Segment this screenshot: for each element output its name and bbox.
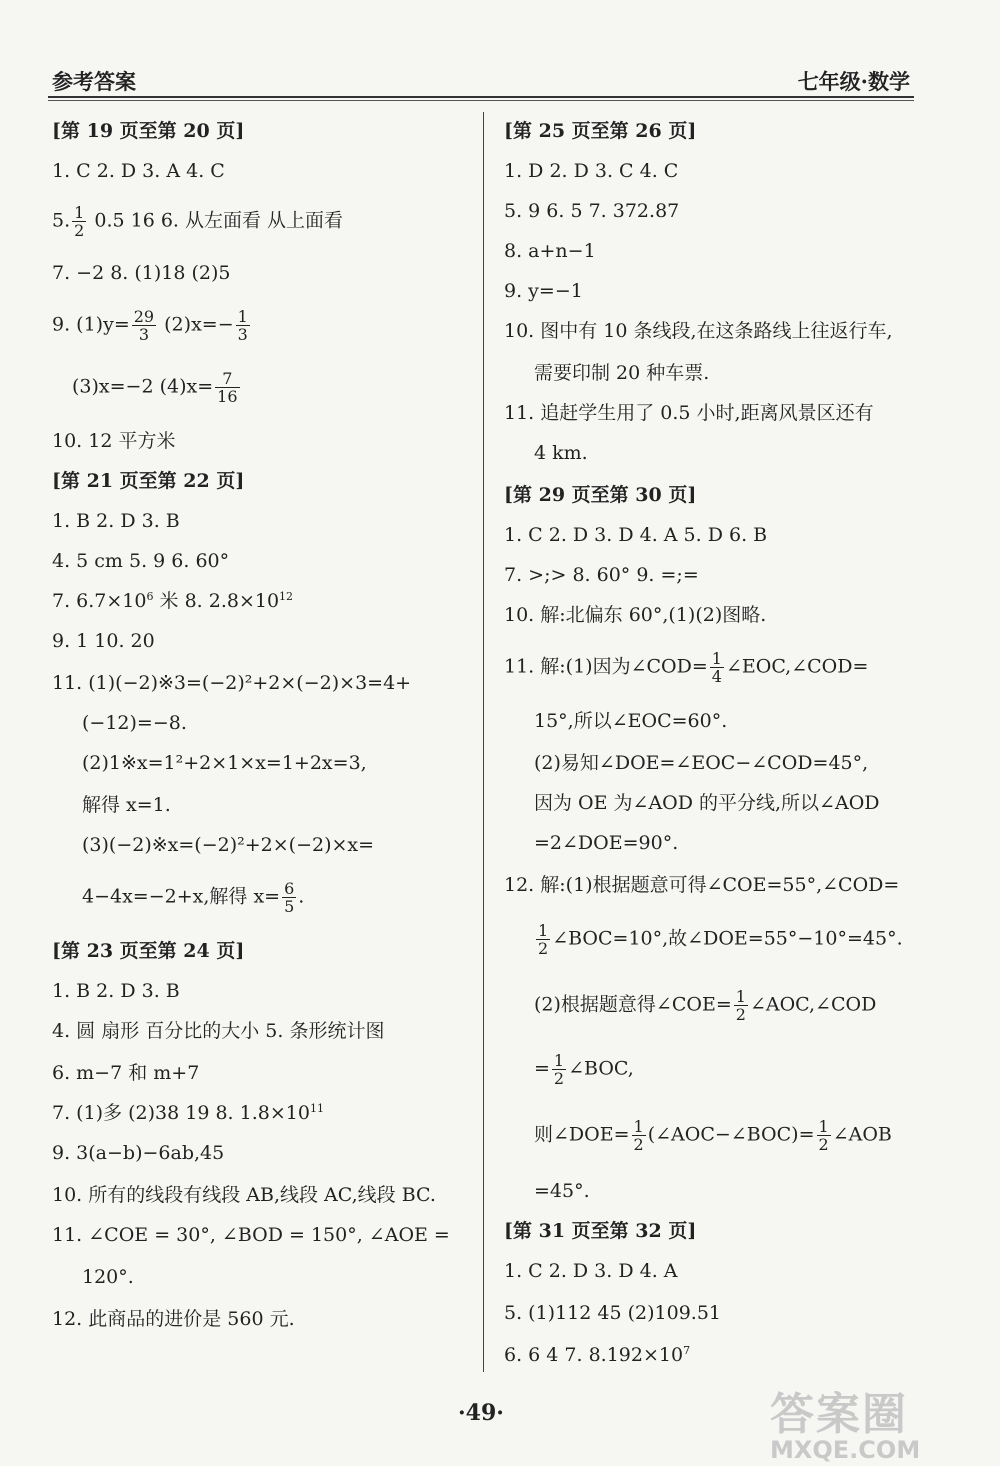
answer-line: 5. 9 6. 5 7. 372.87 [504,200,680,222]
answer-line: 4 km. [534,442,588,464]
fraction: $\frac{1}{2}$ [553,1051,565,1088]
answer-line: 7. >;> 8. 60° 9. =;= [504,564,699,586]
fraction: $\frac{1}{2}$ [735,987,746,1024]
answer-line: 11. 解:(1)因为∠COD= $\frac{1}{4}$ ∠EOC,∠COD= [504,649,869,686]
answer-line: (3)(−2)※x=(−2)²+2×(−2)×x= [82,834,375,856]
answer-line: = $\frac{1}{2}$ ∠BOC, [534,1051,634,1088]
answer-line: 解得 x=1. [82,794,171,816]
header-left-title: 参考答案 [52,69,136,94]
answer-line: (2)根据题意得∠COE= $\frac{1}{2}$ ∠AOC,∠COD [534,987,877,1024]
fraction: $\frac{7}{16}$ [217,369,238,406]
answer-line: 4. 圆 扇形 百分比的大小 5. 条形统计图 [52,1020,385,1042]
answer-line: 10. 解:北偏东 60°,(1)(2)图略. [504,604,767,626]
answer-line: 4−4x=−2+x,解得 x= $\frac{6}{5}$ . [82,879,305,916]
answer-line: 9. 1 10. 20 [52,630,155,652]
answer-line: (2)易知∠DOE=∠EOC−∠COD=45°, [534,752,869,774]
answer-line: 12. 此商品的进价是 560 元. [52,1308,295,1330]
fraction: $\frac{1}{3}$ [237,307,248,344]
section-heading: [第 19 页至第 20 页] [52,120,245,142]
answer-line: =45°. [534,1180,590,1202]
answer-line: 120°. [82,1266,134,1288]
watermark-text: 答案圈 [770,1389,908,1440]
column-divider [483,112,484,1372]
fraction: $\frac{1}{4}$ [711,649,722,686]
section-heading: [第 25 页至第 26 页] [504,120,697,142]
answer-line: 11. 追赶学生用了 0.5 小时,距离风景区还有 [504,402,874,424]
answer-line: 12. 解:(1)根据题意可得∠COE=55°,∠COD= [504,874,900,896]
answer-line: 1. D 2. D 3. C 4. C [504,160,679,182]
section-heading: [第 21 页至第 22 页] [52,470,245,492]
answer-line: 7. −2 8. (1)18 (2)5 [52,262,231,284]
section-heading: [第 31 页至第 32 页] [504,1220,697,1242]
answer-line: 9. y=−1 [504,280,583,302]
answer-line: 因为 OE 为∠AOD 的平分线,所以∠AOD [534,792,880,814]
answer-line: 则∠DOE= $\frac{1}{2}$ (∠AOC−∠BOC)= $\frac{1}{2}$ ∠AOB [534,1117,892,1154]
answer-line: 5. $\frac{1}{2}$ 0.5 16 6. 从左面看 从上面看 [52,203,344,240]
answer-line: 9. (1)y= $\frac{29}{3}$ (2)x=− $\frac{1}{3}$ [52,307,248,344]
answer-line: 需要印制 20 种车票. [534,362,710,384]
answer-line: 15°,所以∠EOC=60°. [534,710,728,732]
answer-line: 5. (1)112 45 (2)109.51 [504,1302,721,1324]
answer-line: (3)x=−2 (4)x= $\frac{7}{16}$ [72,369,238,406]
answer-line: 7. $6.7\times 10^6$ 米 8. $2.8\times 10^{12}$ [52,590,294,612]
answer-line: 10. 所有的线段有线段 AB,线段 AC,线段 BC. [52,1184,436,1206]
answer-line: 8. a+n−1 [504,240,596,262]
answer-line: 1. C 2. D 3. D 4. A 5. D 6. B [504,524,768,546]
section-heading: [第 23 页至第 24 页] [52,940,245,962]
answer-line: 1. C 2. D 3. A 4. C [52,160,225,182]
section-heading: [第 29 页至第 30 页] [504,484,697,506]
answer-line: (2)1※x=1²+2×1×x=1+2x=3, [82,752,367,774]
answer-line: 4. 5 cm 5. 9 6. 60° [52,550,230,572]
fraction: $\frac{1}{2}$ [74,203,85,240]
watermark-url: MXQE.COM [770,1436,921,1464]
fraction: $\frac{6}{5}$ [284,879,295,916]
answer-line: 6. 6 4 7. $8.192\times 10^7$ [504,1344,691,1366]
fraction: $\frac{29}{3}$ [133,307,155,344]
answer-line: 11. (1)(−2)※3=(−2)²+2×(−2)×3=4+ [52,672,412,694]
answer-line: 1. B 2. D 3. B [52,510,180,532]
answer-line: 9. 3(a−b)−6ab,45 [52,1142,225,1164]
answer-line: 6. m−7 和 m+7 [52,1062,200,1084]
answer-line: (−12)=−8. [82,712,187,734]
fraction: $\frac{1}{2}$ [538,921,549,958]
header-rule [48,96,914,98]
answer-line: 11. ∠COE = 30°, ∠BOD = 150°, ∠AOE = [52,1224,450,1246]
header-rule-thin [48,100,914,101]
watermark-logo [770,1378,990,1464]
answer-line: $\frac{1}{2}$ ∠BOC=10°,故∠DOE=55°−10°=45°. [538,921,903,958]
header-right-title: 七年级·数学 [797,69,910,94]
answer-line: 7. (1)多 (2)38 19 8. $1.8\times 10^{11}$ [52,1102,324,1124]
answer-line: =2∠DOE=90°. [534,832,679,854]
answer-line: 10. 12 平方米 [52,430,176,452]
page-number: ·49· [458,1400,504,1426]
fraction: $\frac{1}{2}$ [633,1117,644,1154]
fraction: $\frac{1}{2}$ [818,1117,829,1154]
answer-line: 10. 图中有 10 条线段,在这条路线上往返行车, [504,320,893,342]
answer-line: 1. B 2. D 3. B [52,980,180,1002]
answer-line: 1. C 2. D 3. D 4. A [504,1260,678,1282]
